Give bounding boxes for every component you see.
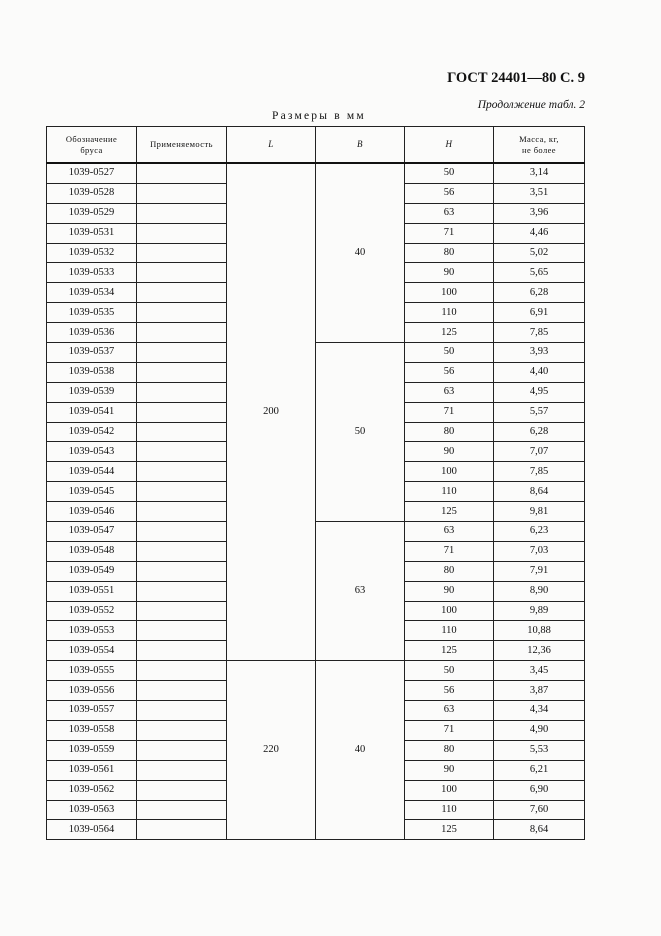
cell-applicability <box>137 323 227 343</box>
cell-designation: 1039-0541 <box>47 402 137 422</box>
cell-H: 125 <box>405 502 494 522</box>
cell-B: 50 <box>316 343 405 522</box>
cell-designation: 1039-0543 <box>47 442 137 462</box>
cell-mass: 7,85 <box>494 323 585 343</box>
cell-H: 100 <box>405 462 494 482</box>
cell-mass: 6,91 <box>494 303 585 323</box>
cell-applicability <box>137 541 227 561</box>
cell-designation: 1039-0554 <box>47 641 137 661</box>
cell-mass: 3,93 <box>494 343 585 363</box>
cell-L: 200 <box>227 163 316 661</box>
cell-mass: 7,03 <box>494 541 585 561</box>
cell-mass: 5,65 <box>494 263 585 283</box>
cell-B: 63 <box>316 522 405 661</box>
cell-applicability <box>137 661 227 681</box>
col-header-mass-line-2: не более <box>522 144 556 155</box>
cell-mass: 3,87 <box>494 681 585 701</box>
cell-applicability <box>137 641 227 661</box>
cell-H: 90 <box>405 263 494 283</box>
cell-mass: 5,02 <box>494 243 585 263</box>
cell-applicability <box>137 720 227 740</box>
cell-H: 110 <box>405 482 494 502</box>
cell-H: 100 <box>405 601 494 621</box>
cell-H: 80 <box>405 422 494 442</box>
cell-designation: 1039-0532 <box>47 243 137 263</box>
cell-designation: 1039-0563 <box>47 800 137 820</box>
col-header-L: L <box>227 127 316 164</box>
cell-H: 80 <box>405 561 494 581</box>
cell-applicability <box>137 760 227 780</box>
dimensions-table <box>46 126 585 840</box>
cell-designation: 1039-0559 <box>47 740 137 760</box>
cell-applicability <box>137 800 227 820</box>
cell-H: 110 <box>405 621 494 641</box>
cell-mass: 8,90 <box>494 581 585 601</box>
cell-H: 50 <box>405 661 494 681</box>
table-row <box>47 522 585 542</box>
cell-designation: 1039-0537 <box>47 343 137 363</box>
cell-mass: 7,60 <box>494 800 585 820</box>
cell-mass: 3,14 <box>494 163 585 183</box>
cell-designation: 1039-0552 <box>47 601 137 621</box>
cell-H: 71 <box>405 402 494 422</box>
cell-H: 63 <box>405 203 494 223</box>
table-row <box>47 343 585 363</box>
cell-designation: 1039-0533 <box>47 263 137 283</box>
cell-H: 71 <box>405 223 494 243</box>
cell-H: 71 <box>405 720 494 740</box>
cell-H: 63 <box>405 522 494 542</box>
cell-mass: 10,88 <box>494 621 585 641</box>
col-header-H: H <box>405 127 494 164</box>
cell-designation: 1039-0536 <box>47 323 137 343</box>
cell-mass: 9,81 <box>494 502 585 522</box>
cell-applicability <box>137 601 227 621</box>
col-header-B: B <box>316 127 405 164</box>
cell-mass: 3,51 <box>494 183 585 203</box>
cell-applicability <box>137 740 227 760</box>
cell-H: 56 <box>405 362 494 382</box>
col-header-applicability: Применяемость <box>137 127 227 164</box>
page-header-title: ГОСТ 24401—80 С. 9 <box>447 70 585 86</box>
col-header-designation <box>47 127 137 164</box>
cell-designation: 1039-0538 <box>47 362 137 382</box>
cell-mass: 4,46 <box>494 223 585 243</box>
cell-mass: 8,64 <box>494 482 585 502</box>
cell-applicability <box>137 382 227 402</box>
cell-designation: 1039-0557 <box>47 701 137 721</box>
table-continuation-label: Продолжение табл. 2 <box>477 99 585 111</box>
cell-applicability <box>137 442 227 462</box>
cell-H: 63 <box>405 382 494 402</box>
cell-mass: 6,28 <box>494 283 585 303</box>
cell-designation: 1039-0527 <box>47 163 137 183</box>
cell-designation: 1039-0529 <box>47 203 137 223</box>
cell-applicability <box>137 263 227 283</box>
cell-H: 100 <box>405 780 494 800</box>
cell-H: 125 <box>405 641 494 661</box>
cell-designation: 1039-0539 <box>47 382 137 402</box>
cell-designation: 1039-0548 <box>47 541 137 561</box>
cell-mass: 5,57 <box>494 402 585 422</box>
cell-designation: 1039-0561 <box>47 760 137 780</box>
cell-H: 63 <box>405 701 494 721</box>
cell-mass: 3,96 <box>494 203 585 223</box>
cell-designation: 1039-0551 <box>47 581 137 601</box>
cell-designation: 1039-0547 <box>47 522 137 542</box>
cell-mass: 4,34 <box>494 701 585 721</box>
cell-H: 56 <box>405 183 494 203</box>
col-header-designation-line-1: Обозначение <box>65 133 118 144</box>
table-body <box>47 163 585 840</box>
cell-applicability <box>137 462 227 482</box>
cell-applicability <box>137 402 227 422</box>
col-header-mass <box>494 127 585 164</box>
cell-mass: 5,53 <box>494 740 585 760</box>
cell-mass: 4,40 <box>494 362 585 382</box>
cell-mass: 8,64 <box>494 820 585 840</box>
cell-mass: 6,90 <box>494 780 585 800</box>
cell-designation: 1039-0542 <box>47 422 137 442</box>
cell-designation: 1039-0544 <box>47 462 137 482</box>
cell-applicability <box>137 502 227 522</box>
cell-H: 50 <box>405 163 494 183</box>
table-header-row <box>47 127 585 164</box>
cell-applicability <box>137 561 227 581</box>
cell-designation: 1039-0549 <box>47 561 137 581</box>
cell-applicability <box>137 780 227 800</box>
cell-H: 56 <box>405 681 494 701</box>
cell-applicability <box>137 621 227 641</box>
cell-applicability <box>137 482 227 502</box>
cell-B: 40 <box>316 163 405 343</box>
cell-designation: 1039-0528 <box>47 183 137 203</box>
cell-mass: 7,07 <box>494 442 585 462</box>
cell-H: 90 <box>405 581 494 601</box>
cell-H: 90 <box>405 442 494 462</box>
cell-applicability <box>137 203 227 223</box>
cell-H: 90 <box>405 760 494 780</box>
cell-designation: 1039-0553 <box>47 621 137 641</box>
cell-H: 110 <box>405 303 494 323</box>
cell-mass: 9,89 <box>494 601 585 621</box>
cell-H: 50 <box>405 343 494 363</box>
cell-designation: 1039-0564 <box>47 820 137 840</box>
cell-mass: 12,36 <box>494 641 585 661</box>
cell-designation: 1039-0555 <box>47 661 137 681</box>
cell-mass: 6,28 <box>494 422 585 442</box>
cell-designation: 1039-0558 <box>47 720 137 740</box>
table-row <box>47 661 585 681</box>
cell-H: 71 <box>405 541 494 561</box>
cell-mass: 6,23 <box>494 522 585 542</box>
cell-applicability <box>137 701 227 721</box>
cell-H: 80 <box>405 740 494 760</box>
table-row <box>47 163 585 183</box>
cell-applicability <box>137 223 227 243</box>
cell-applicability <box>137 820 227 840</box>
cell-mass: 7,85 <box>494 462 585 482</box>
cell-mass: 3,45 <box>494 661 585 681</box>
cell-applicability <box>137 303 227 323</box>
cell-L: 220 <box>227 661 316 840</box>
cell-applicability <box>137 243 227 263</box>
cell-applicability <box>137 283 227 303</box>
col-header-designation-line-2: бруса <box>80 144 103 155</box>
cell-designation: 1039-0545 <box>47 482 137 502</box>
cell-mass: 7,91 <box>494 561 585 581</box>
cell-H: 125 <box>405 820 494 840</box>
cell-designation: 1039-0546 <box>47 502 137 522</box>
cell-designation: 1039-0531 <box>47 223 137 243</box>
cell-applicability <box>137 422 227 442</box>
cell-applicability <box>137 183 227 203</box>
cell-applicability <box>137 343 227 363</box>
cell-designation: 1039-0562 <box>47 780 137 800</box>
cell-H: 125 <box>405 323 494 343</box>
cell-applicability <box>137 681 227 701</box>
cell-B: 40 <box>316 661 405 840</box>
cell-applicability <box>137 163 227 183</box>
cell-mass: 4,90 <box>494 720 585 740</box>
cell-H: 80 <box>405 243 494 263</box>
cell-applicability <box>137 362 227 382</box>
cell-designation: 1039-0556 <box>47 681 137 701</box>
dimensions-caption: Размеры в мм <box>272 110 366 122</box>
col-header-mass-line-1: Масса, кг, <box>519 133 559 144</box>
cell-applicability <box>137 581 227 601</box>
cell-H: 110 <box>405 800 494 820</box>
cell-mass: 6,21 <box>494 760 585 780</box>
cell-mass: 4,95 <box>494 382 585 402</box>
cell-designation: 1039-0534 <box>47 283 137 303</box>
cell-applicability <box>137 522 227 542</box>
cell-H: 100 <box>405 283 494 303</box>
cell-designation: 1039-0535 <box>47 303 137 323</box>
